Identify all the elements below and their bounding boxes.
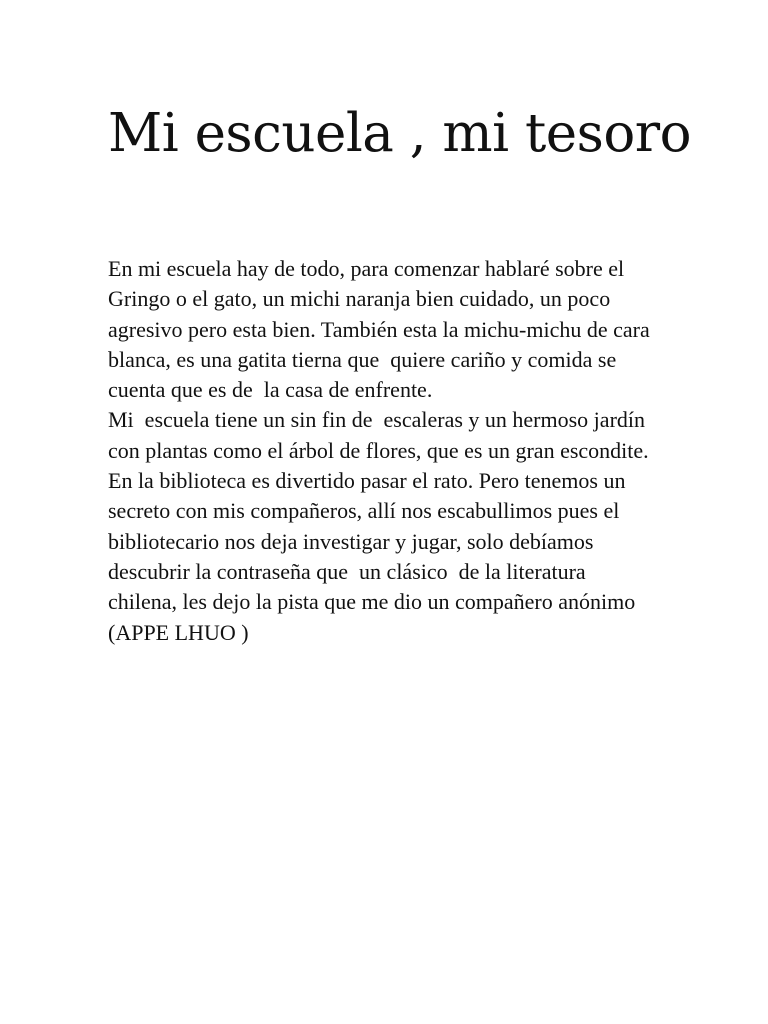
- text-line: cuenta que es de la casa de enfrente.: [108, 377, 433, 403]
- page-title: Mi escuela , mi tesoro: [108, 103, 691, 164]
- text-line: Mi escuela tiene un sin fin de escaleras y un hermoso jardín: [108, 407, 646, 433]
- text-line: (APPE LHUO ): [108, 619, 249, 645]
- text-line: bibliotecario nos deja investigar y jugar, solo debíamos: [108, 528, 594, 554]
- text-line: con plantas como el árbol de flores, que es un gran escondite.: [108, 437, 649, 463]
- text-line: blanca, es una gatita tierna que quiere cariño y comida se: [108, 346, 617, 372]
- text-line: En la biblioteca es divertido pasar el rato. Pero tenemos un: [108, 468, 626, 494]
- text-line: descubrir la contraseña que un clásico de la literatura: [108, 558, 586, 584]
- text-line: agresivo pero esta bien. También esta la michu-michu de cara: [108, 316, 650, 342]
- text-line: chilena, les dejo la pista que me dio un compañero anónimo: [108, 589, 636, 615]
- text-line: En mi escuela hay de todo, para comenzar hablaré sobre el: [108, 256, 625, 281]
- text-line: secreto con mis compañeros, allí nos escabullimos pues el: [108, 498, 620, 524]
- text-line: Gringo o el gato, un michi naranja bien cuidado, un poco: [108, 286, 611, 312]
- body-text: [108, 254, 768, 648]
